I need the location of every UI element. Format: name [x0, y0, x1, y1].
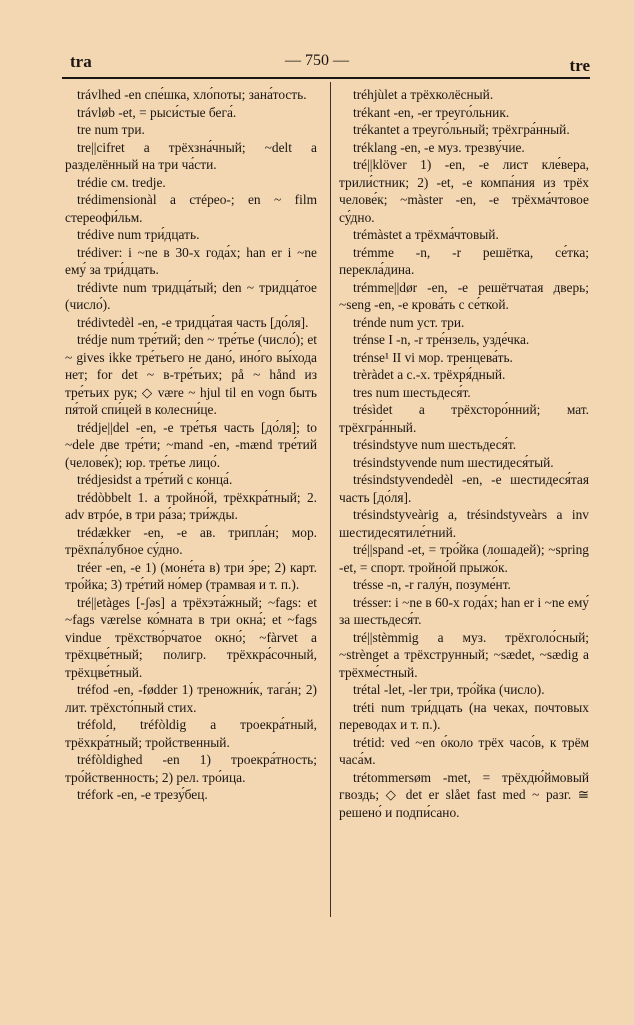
entry-trefork: tréfork -en, -e трезу́бец.	[77, 787, 208, 802]
entry-tre: tre num три.	[77, 122, 145, 137]
entry-treer: tréer -en, -e 1) (моне́та в) три э́ре; 2) карт. тро́йка; 3) тре́тий но́мер (трамвая и т. п.).	[65, 559, 317, 592]
entry-tredie: trédie см. tredje.	[77, 174, 166, 190]
entry-tremme: trémme -n, -r решётка, се́тка; перекла́дина.	[339, 244, 589, 277]
entry-trefoldighed: tréfòldighed -en 1) троекра́тность; тро́йственность; 2) рел. тро́ица.	[65, 752, 317, 785]
entry-trecifret: tre||cifret a трёхзна́чный; ~delt a разделённый на три ча́сти.	[65, 139, 317, 172]
entry-trense-1: trénse I -n, -r тре́нзель, узде́чка.	[353, 332, 530, 347]
entry-tredjedel: trédje||del -en, -e тре́тья часть [до́ля]; to ~dele две тре́ти; ~mand -en, -mænd тре́тий (челове́к); юр. тре́тье лицо́.	[65, 419, 317, 470]
page-number: — 750 —	[285, 52, 349, 69]
header-left-guideword: tra	[70, 52, 92, 71]
entry-trekant: trékant -en, -er треуго́льник.	[353, 104, 510, 120]
entry-trefold: tréfold, tréfòldig a троекра́тный, трёхкра́тный; тройственный.	[65, 717, 317, 750]
entry-tredimensional: trédimensionàl a стéрео-; en ~ film стереофи́льм.	[65, 192, 317, 225]
entry-travlhed: trávlhed -en спе́шка, хло́поты; зана́тость.	[77, 87, 307, 102]
right-column	[339, 86, 589, 821]
entry-tredivte: trédivte num тридца́тый; den ~ тридца́тое (число́).	[65, 279, 317, 312]
entry-tredaekker: trédækker -en, -e ав. трипла́н; мор. трёхпа́лубное су́дно.	[65, 524, 317, 557]
column-divider	[330, 82, 331, 917]
entry-treradet: trèràdet a с.-х. трёхря́дный.	[353, 367, 506, 382]
entry-travlob: trávløb -et, = рыси́стые бега́.	[77, 104, 237, 120]
entry-tredive: trédive num три́дцать.	[77, 227, 200, 242]
entry-treklang: tréklang -en, -e муз. трезву́чие.	[353, 139, 525, 155]
entry-trende: trénde num уст. три.	[353, 314, 465, 330]
entry-tresindstyvearig: trésindstyveàrig a, trésindstyveàrs a inv шестидесятиле́тний.	[339, 507, 589, 540]
entry-treti: tréti num три́дцать (на чеках, почтовых переводах и т. п.).	[339, 699, 589, 732]
header-rule	[62, 77, 590, 79]
entry-tredivtedel: trédivtedèl -en, -e тридца́тая часть [до́ля].	[77, 314, 309, 330]
entry-trefod: tréfod -en, -fødder 1) треножни́к, тага́н; 2) лит. трёхсто́пный стих.	[65, 682, 317, 715]
entry-tresindstyvendedel: trésindstyvendedèl -en, -e шестидеся́тая часть [до́ля].	[339, 472, 589, 505]
entry-tredjesidst: trédjesidst a тре́тий с конца́.	[77, 472, 233, 487]
entry-tretid: trétid: ved ~en о́коло трёх часо́в, к трём часа́м.	[339, 734, 589, 767]
entry-tresindstyve: trésindstyve num шестьдеся́т.	[353, 437, 517, 452]
entry-tresser: trésser: i ~ne в 60-х года́х; han er i ~ne ему́ за шестьдеся́т.	[339, 594, 589, 627]
entry-tretal: trétal -let, -ler три, тро́йка (число).	[353, 682, 545, 697]
entry-trense-2: trénse¹ II vi мор. тренцева́ть.	[353, 349, 513, 365]
entry-trestemmig: tré||stèmmig a муз. трёхголо́сный; ~strènget a трёхструнный; ~sædet, ~sædig a трёхме́стный.	[339, 629, 589, 680]
entry-tremmedor: trémme||dør -en, -e решётчатая дверь; ~seng -en, -e крова́ть с се́ткой.	[339, 279, 589, 312]
entry-tredje: trédje num тре́тий; den ~ тре́тье (число́); et ~ gives ikke тре́тьего не дано́, ино́го вы́хода нет; for det ~ в-тре́тьих; på ~ hånd из тре́тьих рук; ◇ være ~ hjul til en vogn быть пя́той спи́цей в колесни́це.	[65, 332, 317, 417]
entry-tresindstyvende: trésindstyvende num шестидеся́тый.	[353, 454, 554, 470]
entry-treetages: tré||etàges [-ʃəs] a трёхэта́жный; ~fags: et ~fags værelse ко́мната в три окна́; et ~fags vindue трёхство́рчатое окно́; ~fàrvet a трёхцве́тный; полигр. трёхкра́сочный, трёхцве́тный.	[65, 594, 317, 680]
entry-tresse: trésse -n, -r галу́н, позуме́нт.	[353, 577, 511, 592]
entry-tres: tres num шестьдеся́т.	[353, 384, 471, 400]
entry-tredobbelt: trédòbbelt 1. a тройно́й, трёхкра́тный; 2. adv втрóе, в три ра́за; три́жды.	[65, 489, 317, 522]
header-right-guideword: tre	[569, 56, 590, 75]
entry-trediver: trédiver: i ~ne в 30-х года́х; han er i ~ne ему́ за три́дцать.	[65, 244, 317, 277]
entry-trespand: tré||spand -et, = тро́йка (лошадей); ~spring -et, = спорт. тройно́й прыжо́к.	[339, 542, 589, 575]
entry-tretommersom: trétommersøm -met, = трёхдю́ймовый гвоздь; ◇ det er slået fast med ~ разг. ≅ решено́ и подпи́сано.	[339, 769, 589, 820]
entry-tremastet: trémàstet a трёхма́чтовый.	[353, 227, 499, 242]
entry-trekantet: trékantet a треуго́льный; трёхгра́нный.	[353, 122, 570, 137]
entry-trehjulet: tréhjùlet a трёхколёсный.	[353, 87, 494, 102]
entry-treklover: tré||klöver 1) -en, -e лист кле́вера, трили́стник; 2) -et, -e компа́ния из трёх челове́к; ~màster -en, -e трёхма́чтовое су́дно.	[339, 157, 589, 225]
entry-tresidet: trésìdet a трёхсторо́нний; мат. трёхгра́нный.	[339, 402, 589, 435]
left-column	[65, 86, 317, 804]
